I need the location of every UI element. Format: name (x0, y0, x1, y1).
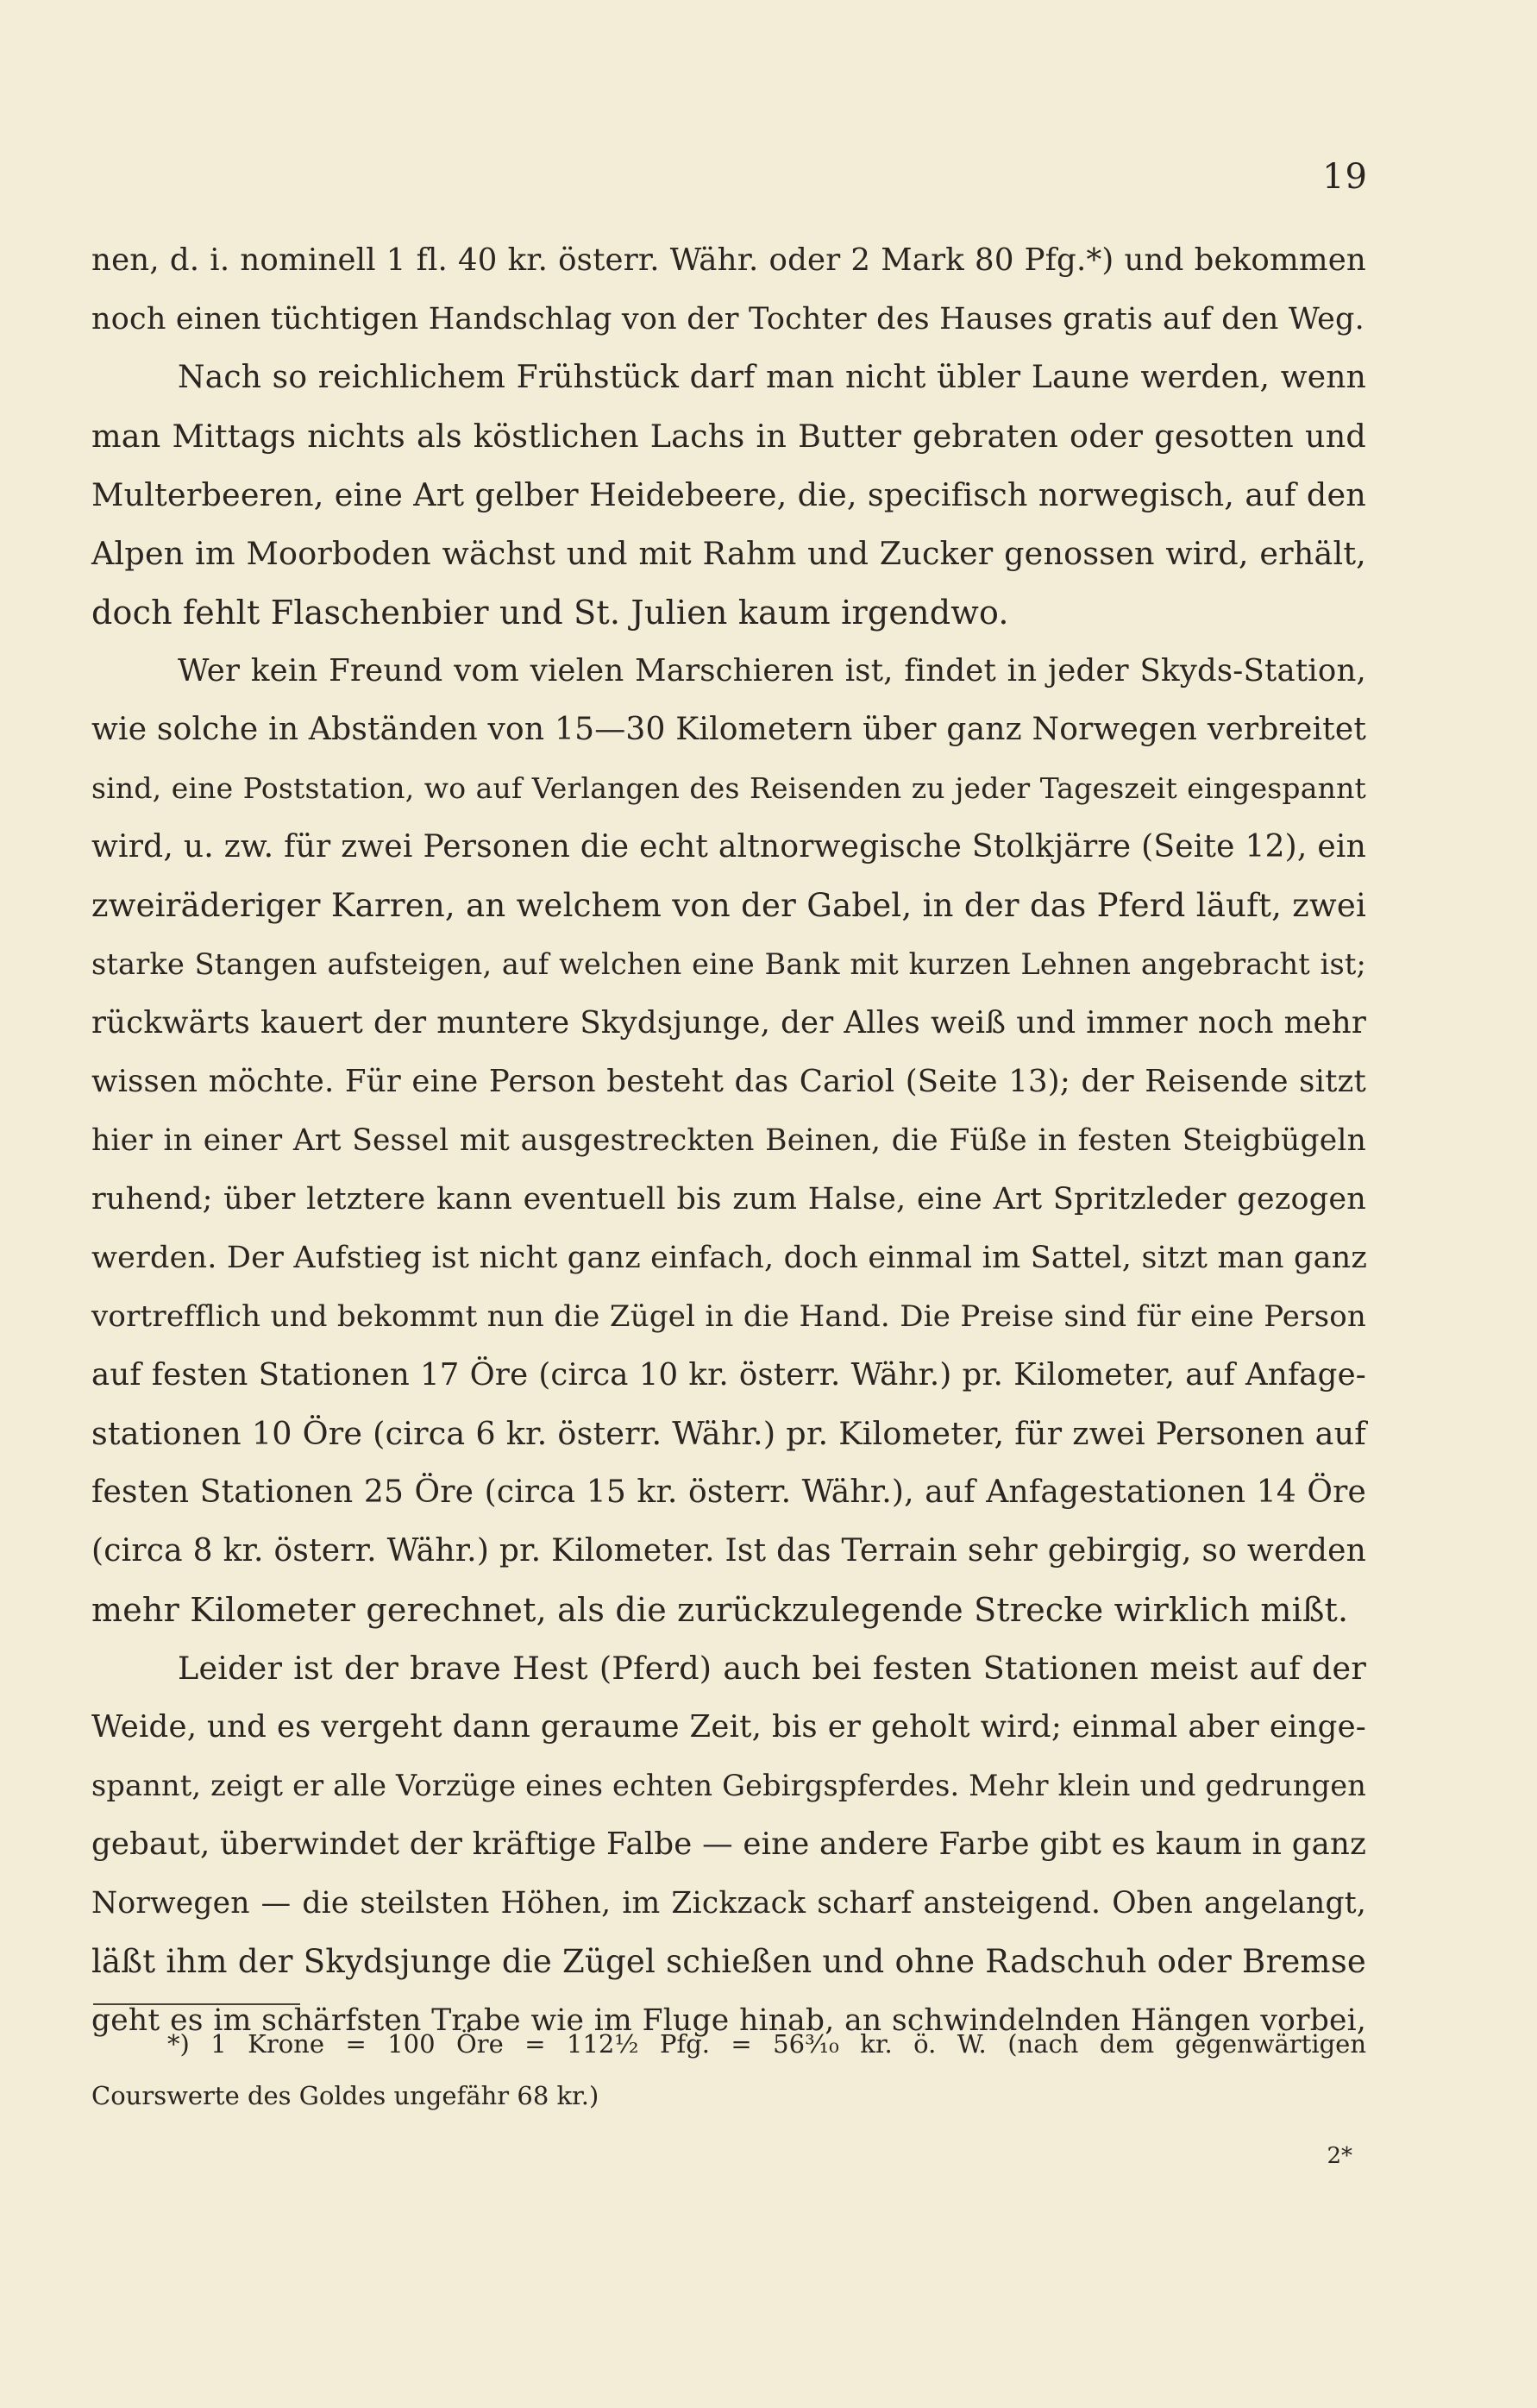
footnote-divider (93, 2003, 300, 2005)
text-line: gebaut, überwindet der kräftige Falbe — eine andere Farbe gibt es kaum in ganz (91, 1826, 1366, 1862)
text-line: wissen möchte. Für eine Person besteht das Cariol (Seite 13); der Reisende sitzt (91, 1064, 1366, 1099)
text-line: vortrefflich und bekommt nun die Zügel in die Hand. Die Preise sind für eine Person (91, 1299, 1366, 1334)
text-line: wie solche in Abständen von 15—30 Kilometern über ganz Norwegen verbreitet (91, 712, 1366, 747)
text-line: rückwärts kauert der muntere Skydsjunge, der Alles weiß und immer noch mehr (91, 1005, 1366, 1041)
text-line: (circa 8 kr. österr. Währ.) pr. Kilometer. Ist das Terrain sehr gebirgig, so werden (91, 1533, 1366, 1569)
text-line: mehr Kilometer gerechnet, als die zurückzulegende Strecke wirklich mißt. (91, 1591, 1349, 1629)
text-line: Nach so reichlichem Frühstück darf man nicht übler Laune werden, wenn (178, 360, 1366, 395)
text-line: festen Stationen 25 Öre (circa 15 kr. österr. Währ.), auf Anfagestationen 14 Öre (91, 1474, 1366, 1510)
body-text (91, 231, 1366, 2050)
text-line: auf festen Stationen 17 Öre (circa 10 kr. österr. Währ.) pr. Kilometer, auf Anfage- (91, 1357, 1366, 1393)
text-line: nen, d. i. nominell 1 fl. 40 kr. österr. Währ. oder 2 Mark 80 Pfg.*) und bekommen (91, 242, 1366, 278)
text-line: spannt, zeigt er alle Vorzüge eines echten Gebirgspferdes. Mehr klein und gedrungen (91, 1769, 1367, 1802)
text-line: zweiräderiger Karren, an welchem von der Gabel, in der das Pferd läuft, zwei (91, 887, 1366, 924)
text-line: doch fehlt Flaschenbier und St. Julien kaum irgendwo. (91, 594, 1009, 632)
text-line: wird, u. zw. für zwei Personen die echt altnorwegische Stolkjärre (Seite 12), ein (91, 829, 1366, 864)
text-line: Multerbeeren, eine Art gelber Heidebeere, die, specifisch norwegisch, auf den (91, 476, 1366, 513)
text-line: werden. Der Aufstieg ist nicht ganz einfach, doch einmal im Sattel, sitzt man ganz (91, 1241, 1368, 1275)
text-line: man Mittags nichts als köstlichen Lachs in Butter gebraten oder gesotten und (91, 418, 1366, 455)
text-line: noch einen tüchtigen Handschlag von der Tochter des Hauses gratis auf den Weg. (91, 302, 1364, 336)
footnote-line: *) 1 Krone = 100 Öre = 112½ Pfg. = 56³⁄₁₀ kr. ö. W. (nach dem gegenwärtigen (167, 2029, 1366, 2059)
text-line: Norwegen — die steilsten Höhen, im Zickzack scharf ansteigend. Oben angelangt, (91, 1886, 1366, 1921)
text-line: Alpen im Moorboden wächst und mit Rahm und Zucker genossen wird, erhält, (91, 535, 1366, 572)
footnote-line: Courswerte des Goldes ungefähr 68 kr.) (91, 2081, 599, 2110)
text-line: sind, eine Poststation, wo auf Verlangen des Reisenden zu jeder Tageszeit eingespannt (91, 771, 1366, 805)
text-line: läßt ihm der Skydsjunge die Zügel schießen und ohne Radschuh oder Bremse (91, 1943, 1366, 1980)
text-line: Weide, und es vergeht dann geraume Zeit, bis er geholt wird; einmal aber einge- (91, 1709, 1366, 1745)
printer-signature: 2* (1327, 2143, 1352, 2169)
text-line: starke Stangen aufsteigen, auf welchen eine Bank mit kurzen Lehnen angebracht ist; (91, 947, 1366, 981)
text-line: hier in einer Art Sessel mit ausgestreckten Beinen, die Füße in festen Steigbügeln (91, 1123, 1366, 1158)
text-line: geht es im schärfsten Trabe wie im Fluge hinab, an schwindelnden Hängen vorbei, (91, 2003, 1366, 2038)
text-line: stationen 10 Öre (circa 6 kr. österr. Währ.) pr. Kilometer, für zwei Personen auf (91, 1415, 1366, 1452)
text-line: Wer kein Freund vom vielen Marschieren ist, findet in jeder Skyds-Station, (178, 653, 1366, 688)
text-line: Leider ist der brave Hest (Pferd) auch bei festen Stationen meist auf der (178, 1650, 1366, 1687)
text-line: ruhend; über letztere kann eventuell bis zum Halse, eine Art Spritzleder gezogen (91, 1182, 1366, 1217)
page-number: 19 (1322, 157, 1368, 197)
